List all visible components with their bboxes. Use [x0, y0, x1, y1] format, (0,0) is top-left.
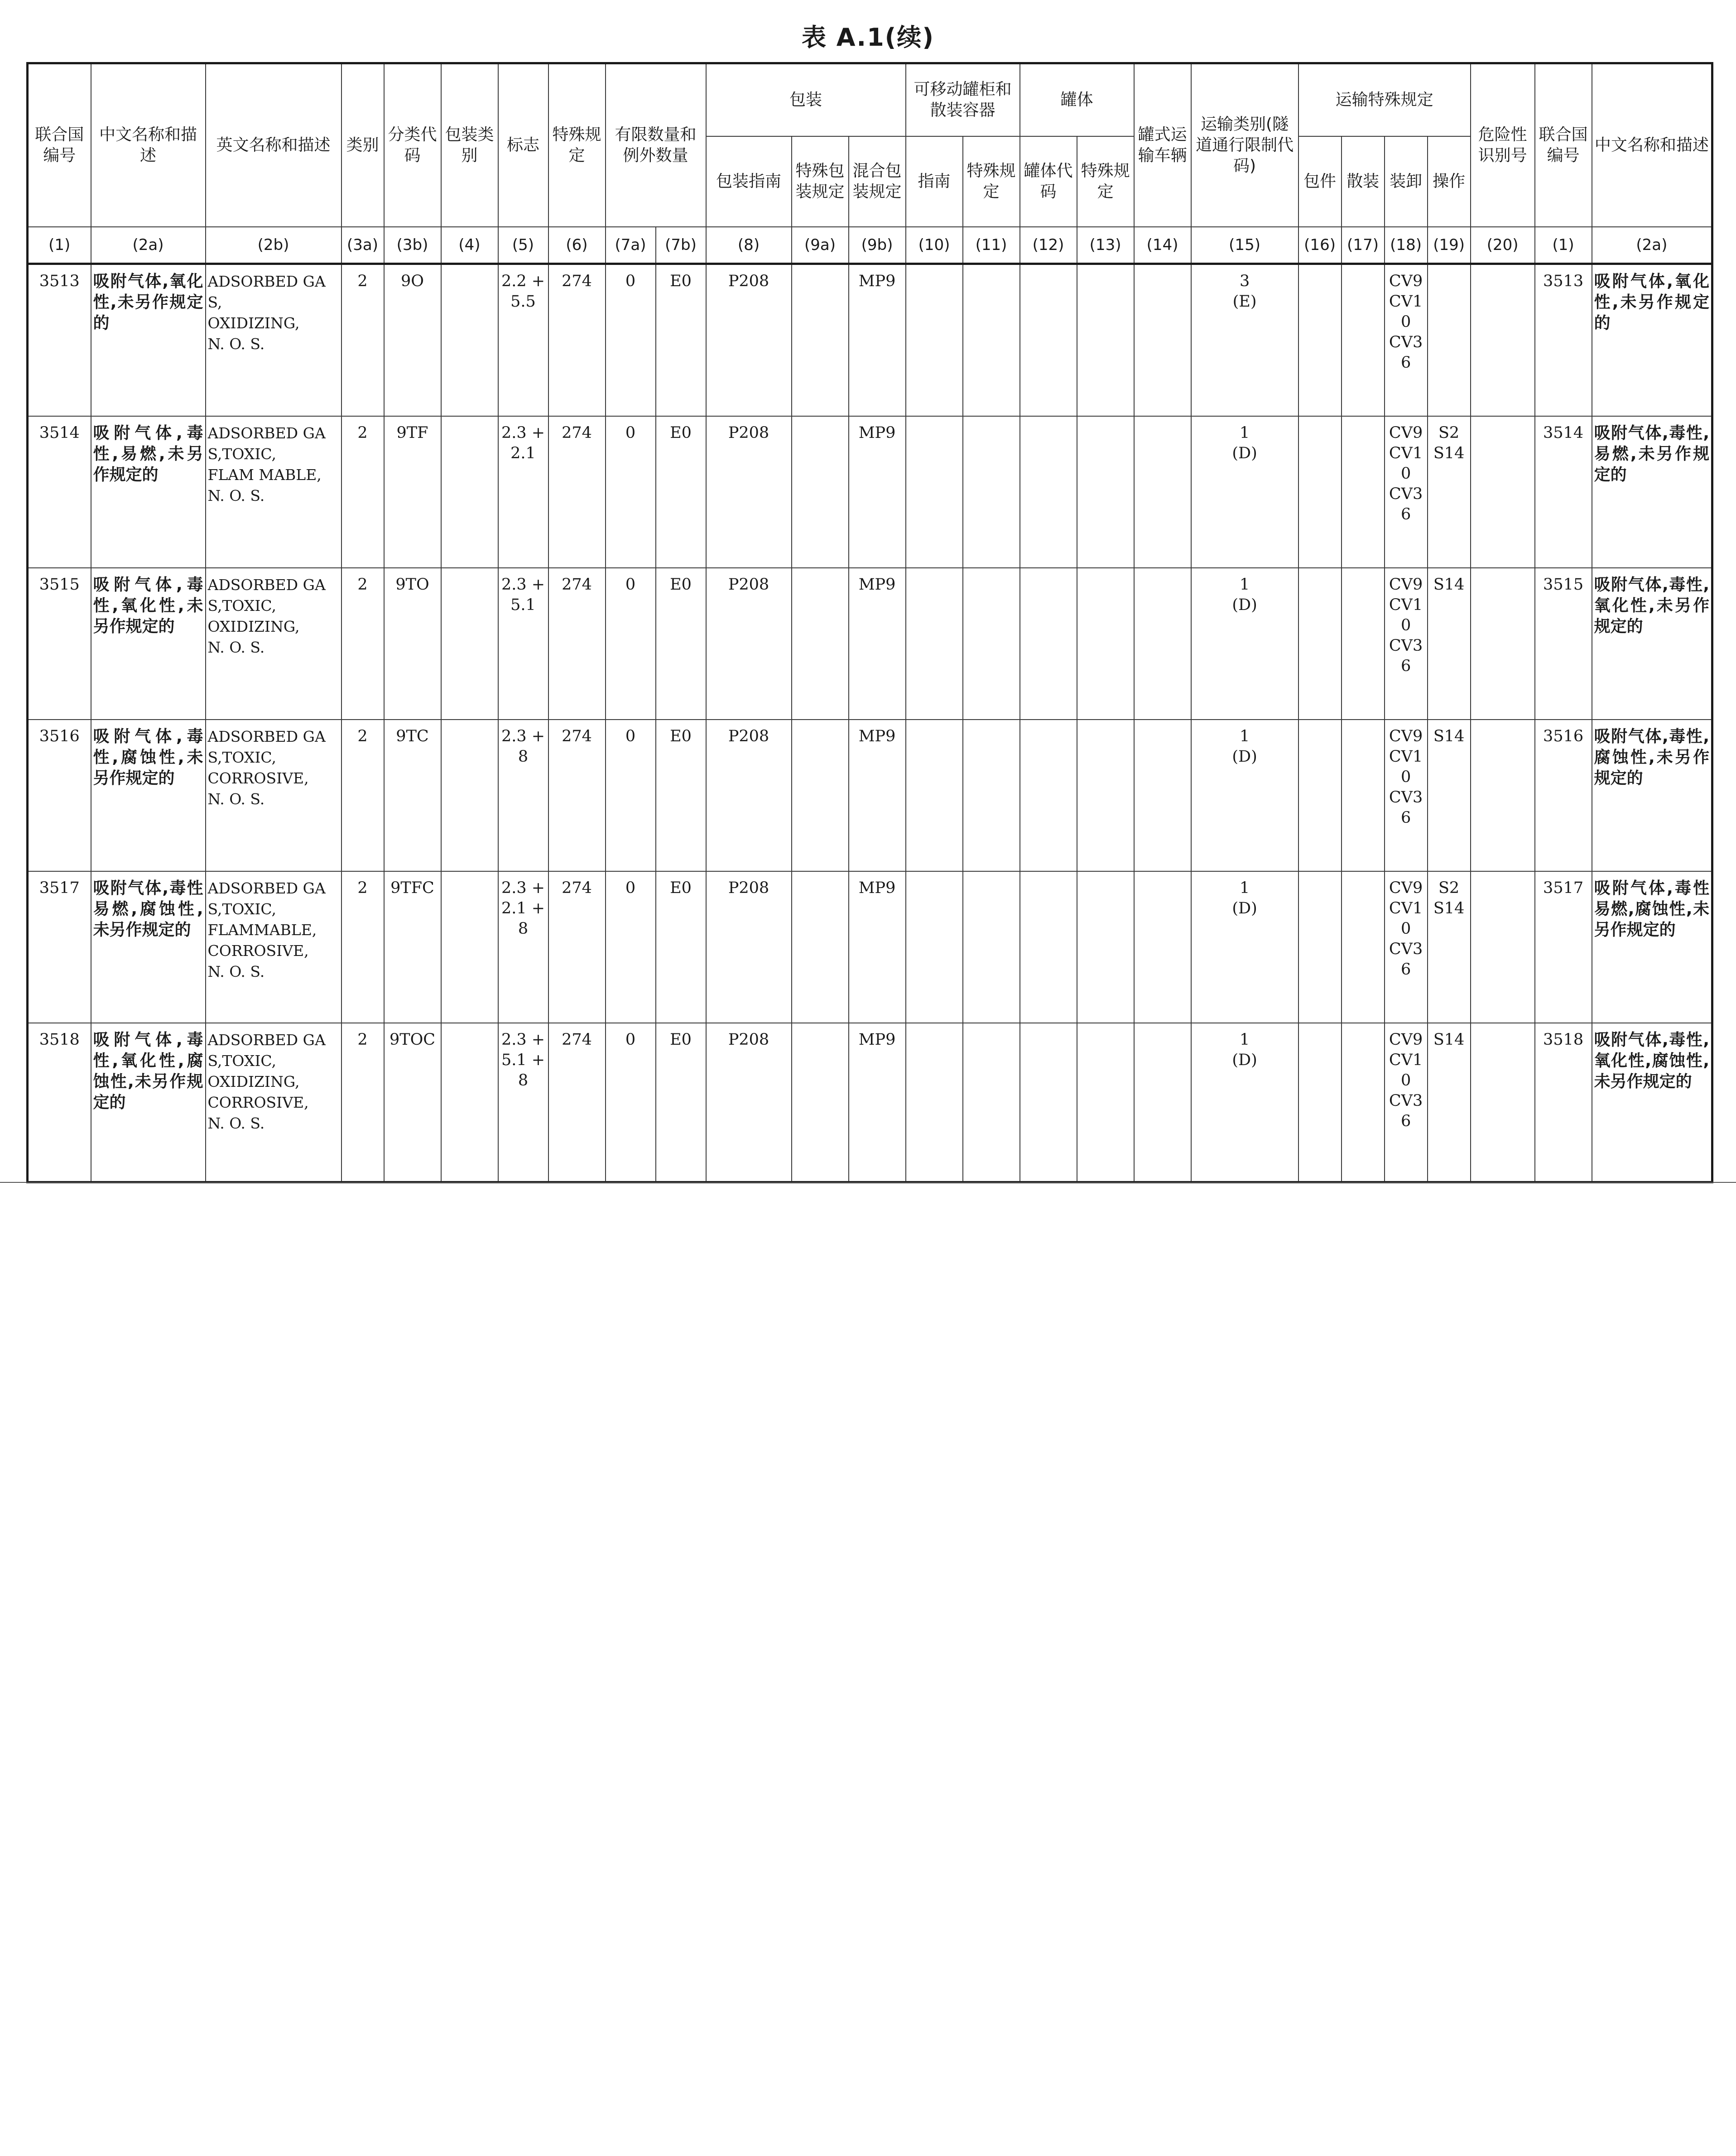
header-name-en: 英文名称和描述: [206, 63, 341, 227]
cell-name-cn-right: 吸附气体,毒性易燃,腐蚀性,未另作规定的: [1592, 871, 1712, 1023]
cell-packing-group: [441, 568, 498, 720]
cell-loading: CV9 CV10 CV36: [1385, 1023, 1428, 1182]
cell-packages: [1298, 264, 1342, 417]
cell-tank-code: [1020, 720, 1077, 871]
cell-tank-special: [1077, 568, 1134, 720]
header-un-no: 联合国编号: [28, 63, 91, 227]
cell-portable-special: [963, 720, 1020, 871]
cell-excepted-qty: E0: [656, 568, 706, 720]
cell-special-packing: [792, 871, 849, 1023]
cell-tank-special: [1077, 720, 1134, 871]
table-row: [28, 568, 1712, 720]
column-number: (9a): [792, 227, 849, 264]
table-body: [28, 264, 1712, 1182]
cell-transport-category: 3 (E): [1191, 264, 1298, 417]
cell-hazard-id: [1471, 1023, 1535, 1182]
cell-excepted-qty: E0: [656, 1023, 706, 1182]
cell-name-cn: 吸附气体,氧化性,未另作规定的: [91, 264, 206, 417]
cell-tank-code: [1020, 1023, 1077, 1182]
cell-portable-instructions: [906, 568, 963, 720]
cell-packages: [1298, 416, 1342, 568]
cell-labels: 2.2 + 5.5: [498, 264, 548, 417]
cell-special-packing: [792, 1023, 849, 1182]
cell-tank-vehicle: [1134, 264, 1191, 417]
dangerous-goods-table-container: [26, 62, 1711, 1183]
header-loading: 装卸: [1385, 136, 1428, 227]
header-un-no-right: 联合国编号: [1535, 63, 1592, 227]
cell-packing-instructions: P208: [706, 720, 792, 871]
cell-tank-code: [1020, 416, 1077, 568]
cell-tank-special: [1077, 1023, 1134, 1182]
cell-bulk: [1342, 568, 1385, 720]
cell-portable-special: [963, 871, 1020, 1023]
cell-class-code: 9TF: [384, 416, 441, 568]
column-number-row: [28, 227, 1712, 264]
cell-un-no-right: 3518: [1535, 1023, 1592, 1182]
cell-packing-instructions: P208: [706, 1023, 792, 1182]
cell-special-packing: [792, 416, 849, 568]
cell-mixed-packing: MP9: [849, 871, 906, 1023]
cell-bulk: [1342, 416, 1385, 568]
header-class: 类别: [341, 63, 384, 227]
cell-operation: S2 S14: [1428, 416, 1471, 568]
cell-labels: 2.3 + 2.1 + 8: [498, 871, 548, 1023]
cell-bulk: [1342, 720, 1385, 871]
column-number: (20): [1471, 227, 1535, 264]
column-number: (5): [498, 227, 548, 264]
header-class-code: 分类代码: [384, 63, 441, 227]
cell-portable-special: [963, 416, 1020, 568]
column-number: (16): [1298, 227, 1342, 264]
cell-un-no: 3515: [28, 568, 91, 720]
cell-packing-group: [441, 416, 498, 568]
cell-un-no-right: 3515: [1535, 568, 1592, 720]
cell-name-cn: 吸附气体,毒性,氧化性,腐蚀性,未另作规定的: [91, 1023, 206, 1182]
cell-name-cn-right: 吸附气体,毒性,腐蚀性,未另作规定的: [1592, 720, 1712, 871]
cell-special-packing: [792, 568, 849, 720]
cell-name-en: ADSORBED GAS,TOXIC, CORROSIVE, N. O. S.: [206, 720, 341, 871]
header-bulk: 散装: [1342, 136, 1385, 227]
dangerous-goods-table: [26, 62, 1713, 1183]
cell-portable-instructions: [906, 416, 963, 568]
cell-portable-instructions: [906, 264, 963, 417]
cell-special-packing: [792, 264, 849, 417]
cell-labels: 2.3 + 5.1: [498, 568, 548, 720]
cell-packing-group: [441, 1023, 498, 1182]
cell-bulk: [1342, 264, 1385, 417]
page-divider: [0, 1182, 1736, 1183]
cell-packing-group: [441, 264, 498, 417]
column-number: (2a): [91, 227, 206, 264]
cell-special-provisions: 274: [548, 264, 606, 417]
cell-packing-instructions: P208: [706, 416, 792, 568]
cell-name-en: ADSORBED GAS,TOXIC, OXIDIZING, CORROSIVE, N. O. S.: [206, 1023, 341, 1182]
cell-limited-qty: 0: [606, 871, 656, 1023]
cell-loading: CV9 CV10 CV36: [1385, 416, 1428, 568]
cell-tank-code: [1020, 568, 1077, 720]
cell-mixed-packing: MP9: [849, 416, 906, 568]
cell-class: 2: [341, 1023, 384, 1182]
header-mixed-packing: 混合包装规定: [849, 136, 906, 227]
cell-limited-qty: 0: [606, 416, 656, 568]
column-number: (1): [28, 227, 91, 264]
cell-excepted-qty: E0: [656, 264, 706, 417]
header-portable-tanks: 可移动罐柜和散装容器: [906, 63, 1020, 137]
cell-un-no-right: 3513: [1535, 264, 1592, 417]
column-number: (7b): [656, 227, 706, 264]
cell-limited-qty: 0: [606, 1023, 656, 1182]
cell-excepted-qty: E0: [656, 720, 706, 871]
cell-hazard-id: [1471, 720, 1535, 871]
cell-packing-group: [441, 871, 498, 1023]
column-number: (14): [1134, 227, 1191, 264]
cell-packages: [1298, 1023, 1342, 1182]
cell-labels: 2.3 + 2.1: [498, 416, 548, 568]
header-transport-special: 运输特殊规定: [1298, 63, 1471, 137]
column-number: (1): [1535, 227, 1592, 264]
cell-class: 2: [341, 871, 384, 1023]
cell-un-no-right: 3517: [1535, 871, 1592, 1023]
table-row: [28, 871, 1712, 1023]
column-number: (15): [1191, 227, 1298, 264]
cell-class-code: 9TOC: [384, 1023, 441, 1182]
table-row: [28, 416, 1712, 568]
cell-class-code: 9O: [384, 264, 441, 417]
cell-packing-instructions: P208: [706, 264, 792, 417]
cell-un-no: 3517: [28, 871, 91, 1023]
cell-operation: S14: [1428, 1023, 1471, 1182]
column-number: (11): [963, 227, 1020, 264]
cell-limited-qty: 0: [606, 568, 656, 720]
cell-bulk: [1342, 871, 1385, 1023]
column-number: (4): [441, 227, 498, 264]
cell-name-cn: 吸附气体,毒性,腐蚀性,未另作规定的: [91, 720, 206, 871]
cell-tank-special: [1077, 264, 1134, 417]
cell-tank-special: [1077, 871, 1134, 1023]
cell-loading: CV9 CV10 CV36: [1385, 871, 1428, 1023]
cell-transport-category: 1 (D): [1191, 568, 1298, 720]
cell-bulk: [1342, 1023, 1385, 1182]
column-number: (18): [1385, 227, 1428, 264]
cell-special-provisions: 274: [548, 871, 606, 1023]
cell-name-cn: 吸附气体,毒性,易燃,未另作规定的: [91, 416, 206, 568]
cell-name-en: ADSORBED GAS,TOXIC, FLAMMABLE, CORROSIVE, N. O. S.: [206, 871, 341, 1023]
column-number: (12): [1020, 227, 1077, 264]
cell-tank-vehicle: [1134, 1023, 1191, 1182]
cell-packages: [1298, 871, 1342, 1023]
cell-portable-special: [963, 264, 1020, 417]
header-packing-instructions: 包装指南: [706, 136, 792, 227]
cell-name-cn-right: 吸附气体,毒性,易燃,未另作规定的: [1592, 416, 1712, 568]
cell-tank-code: [1020, 871, 1077, 1023]
cell-limited-qty: 0: [606, 720, 656, 871]
column-number: (2a): [1592, 227, 1712, 264]
cell-operation: [1428, 264, 1471, 417]
cell-mixed-packing: MP9: [849, 1023, 906, 1182]
cell-transport-category: 1 (D): [1191, 720, 1298, 871]
cell-transport-category: 1 (D): [1191, 1023, 1298, 1182]
cell-hazard-id: [1471, 264, 1535, 417]
header-tank-code: 罐体代码: [1020, 136, 1077, 227]
cell-special-provisions: 274: [548, 568, 606, 720]
cell-labels: 2.3 + 8: [498, 720, 548, 871]
cell-excepted-qty: E0: [656, 416, 706, 568]
header-transport-category: 运输类别(隧道通行限制代码): [1191, 63, 1298, 227]
cell-excepted-qty: E0: [656, 871, 706, 1023]
cell-labels: 2.3 + 5.1 + 8: [498, 1023, 548, 1182]
header-packing-group: 包装类别: [441, 63, 498, 227]
cell-name-cn: 吸附气体,毒性,氧化性,未另作规定的: [91, 568, 206, 720]
cell-un-no-right: 3514: [1535, 416, 1592, 568]
cell-tank-vehicle: [1134, 416, 1191, 568]
cell-special-provisions: 274: [548, 720, 606, 871]
cell-hazard-id: [1471, 871, 1535, 1023]
cell-tank-special: [1077, 416, 1134, 568]
table-row: [28, 1023, 1712, 1182]
column-number: (6): [548, 227, 606, 264]
header-operation: 操作: [1428, 136, 1471, 227]
cell-packing-group: [441, 720, 498, 871]
cell-class: 2: [341, 416, 384, 568]
cell-class-code: 9TFC: [384, 871, 441, 1023]
cell-tank-code: [1020, 264, 1077, 417]
header-name-cn-right: 中文名称和描述: [1592, 63, 1712, 227]
cell-limited-qty: 0: [606, 264, 656, 417]
cell-hazard-id: [1471, 416, 1535, 568]
column-number: (8): [706, 227, 792, 264]
cell-transport-category: 1 (D): [1191, 871, 1298, 1023]
cell-portable-special: [963, 1023, 1020, 1182]
cell-tank-vehicle: [1134, 568, 1191, 720]
cell-special-packing: [792, 720, 849, 871]
cell-un-no: 3513: [28, 264, 91, 417]
column-number: (10): [906, 227, 963, 264]
cell-hazard-id: [1471, 568, 1535, 720]
column-number: (17): [1342, 227, 1385, 264]
column-number: (3a): [341, 227, 384, 264]
cell-packages: [1298, 720, 1342, 871]
cell-loading: CV9 CV10 CV36: [1385, 568, 1428, 720]
cell-portable-instructions: [906, 871, 963, 1023]
cell-loading: CV9 CV10 CV36: [1385, 720, 1428, 871]
cell-portable-special: [963, 568, 1020, 720]
column-number: (3b): [384, 227, 441, 264]
cell-class-code: 9TC: [384, 720, 441, 871]
cell-class-code: 9TO: [384, 568, 441, 720]
header-packages: 包件: [1298, 136, 1342, 227]
table-header: [28, 63, 1712, 264]
cell-special-provisions: 274: [548, 1023, 606, 1182]
cell-name-cn-right: 吸附气体,毒性,氧化性,腐蚀性,未另作规定的: [1592, 1023, 1712, 1182]
cell-operation: S14: [1428, 720, 1471, 871]
cell-mixed-packing: MP9: [849, 568, 906, 720]
cell-name-en: ADSORBED GAS,TOXIC, OXIDIZING, N. O. S.: [206, 568, 341, 720]
page-title: 表 A.1(续): [801, 23, 935, 52]
header-hazard-id: 危险性识别号: [1471, 63, 1535, 227]
cell-name-cn: 吸附气体,毒性易燃,腐蚀性,未另作规定的: [91, 871, 206, 1023]
header-special-provisions: 特殊规定: [548, 63, 606, 227]
cell-loading: CV9 CV10 CV36: [1385, 264, 1428, 417]
header-packaging: 包装: [706, 63, 906, 137]
cell-un-no: 3516: [28, 720, 91, 871]
cell-operation: S14: [1428, 568, 1471, 720]
table-row: [28, 720, 1712, 871]
header-special-packing: 特殊包装规定: [792, 136, 849, 227]
cell-un-no: 3514: [28, 416, 91, 568]
header-portable-instructions: 指南: [906, 136, 963, 227]
column-number: (19): [1428, 227, 1471, 264]
cell-mixed-packing: MP9: [849, 264, 906, 417]
cell-special-provisions: 274: [548, 416, 606, 568]
cell-class: 2: [341, 264, 384, 417]
header-labels: 标志: [498, 63, 548, 227]
cell-packing-instructions: P208: [706, 568, 792, 720]
cell-packing-instructions: P208: [706, 871, 792, 1023]
cell-name-en: ADSORBED GAS, OXIDIZING, N. O. S.: [206, 264, 341, 417]
header-tank-vehicle: 罐式运输车辆: [1134, 63, 1191, 227]
cell-tank-vehicle: [1134, 720, 1191, 871]
column-number: (2b): [206, 227, 341, 264]
cell-name-en: ADSORBED GAS,TOXIC, FLAM MABLE, N. O. S.: [206, 416, 341, 568]
cell-un-no-right: 3516: [1535, 720, 1592, 871]
header-limited-quantities: 有限数量和例外数量: [606, 63, 706, 227]
cell-packages: [1298, 568, 1342, 720]
cell-un-no: 3518: [28, 1023, 91, 1182]
column-number: (9b): [849, 227, 906, 264]
header-tanks: 罐体: [1020, 63, 1134, 137]
cell-portable-instructions: [906, 720, 963, 871]
header-name-cn: 中文名称和描述: [91, 63, 206, 227]
header-tank-special: 特殊规定: [1077, 136, 1134, 227]
cell-mixed-packing: MP9: [849, 720, 906, 871]
cell-portable-instructions: [906, 1023, 963, 1182]
column-number: (7a): [606, 227, 656, 264]
cell-transport-category: 1 (D): [1191, 416, 1298, 568]
cell-operation: S2 S14: [1428, 871, 1471, 1023]
column-number: (13): [1077, 227, 1134, 264]
cell-class: 2: [341, 720, 384, 871]
table-row: [28, 264, 1712, 417]
cell-tank-vehicle: [1134, 871, 1191, 1023]
cell-name-cn-right: 吸附气体,毒性,氧化性,未另作规定的: [1592, 568, 1712, 720]
cell-name-cn-right: 吸附气体,氧化性,未另作规定的: [1592, 264, 1712, 417]
cell-class: 2: [341, 568, 384, 720]
header-portable-special: 特殊规定: [963, 136, 1020, 227]
